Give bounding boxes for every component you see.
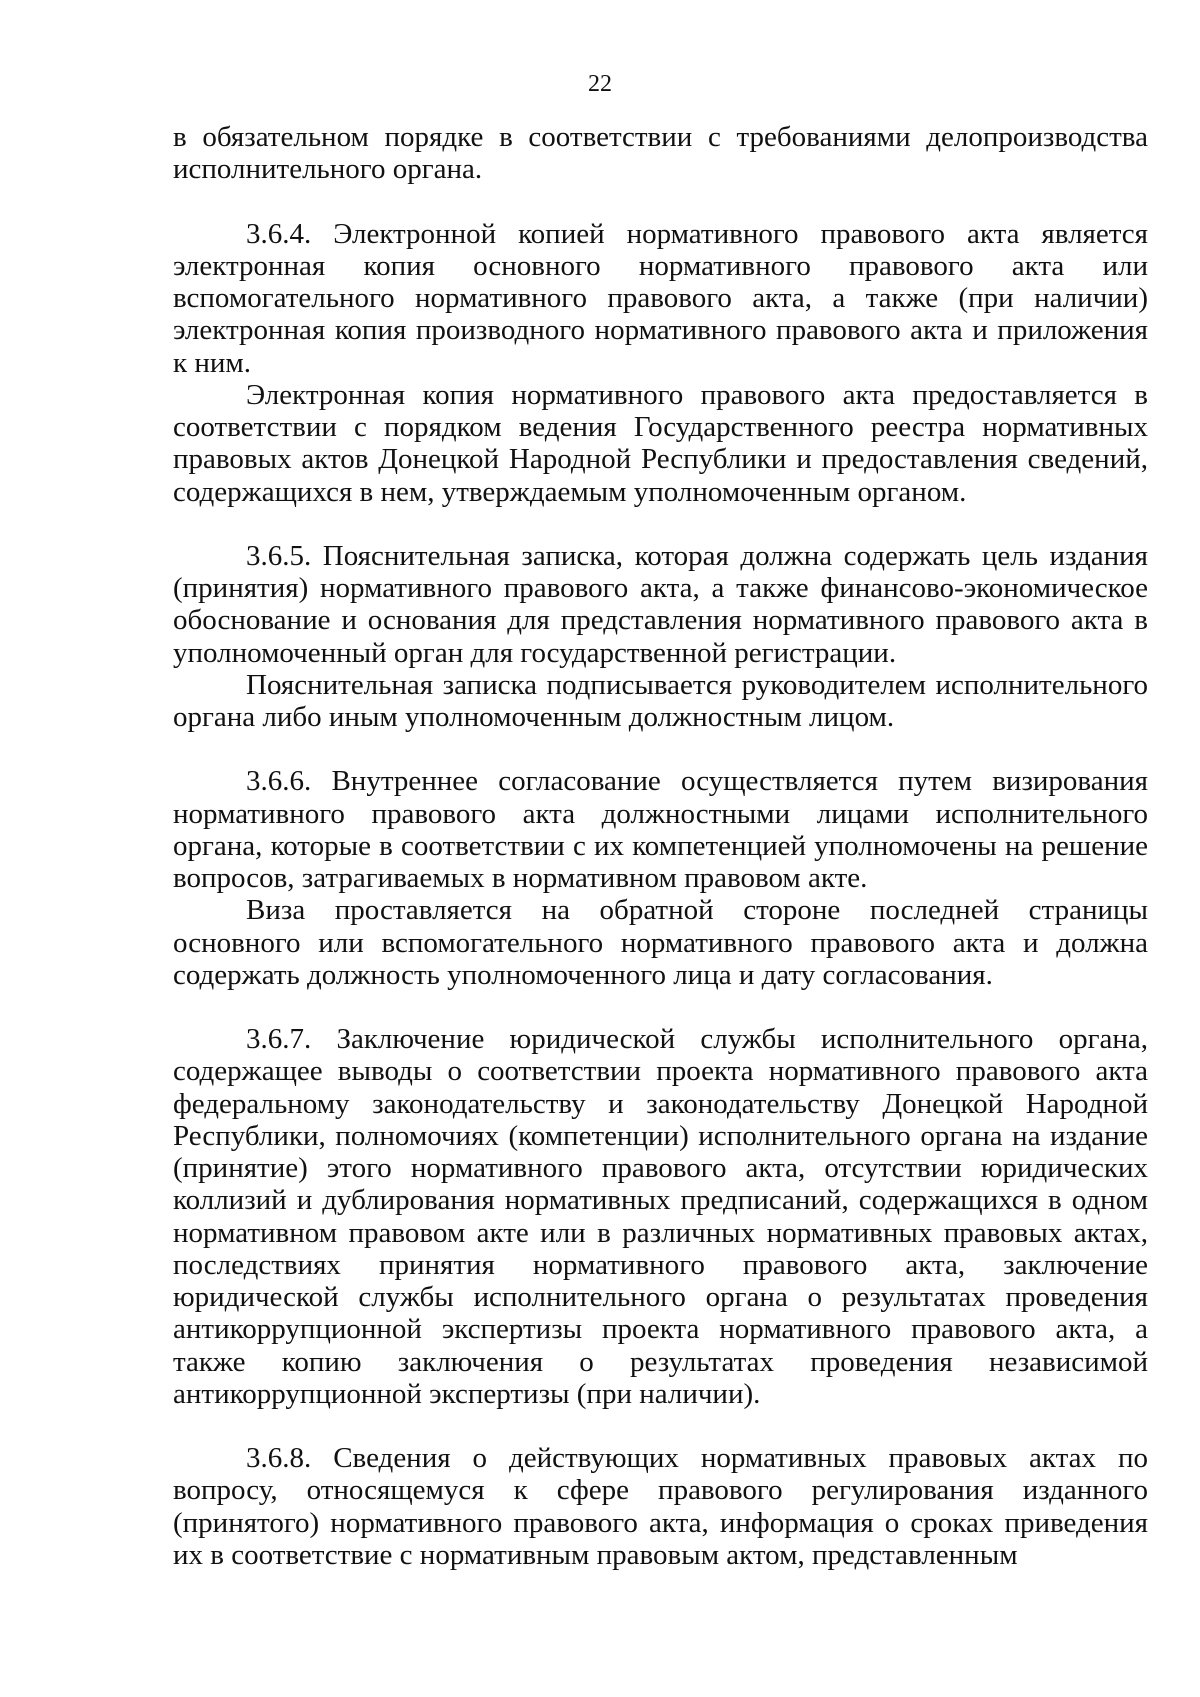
paragraph-explanatory-note: Пояснительная записка подписывается руководителем исполнительного органа либо иным уполномоченным должностным лицом. [173,668,1148,733]
paragraph-3-6-6: 3.6.6. Внутреннее согласование осуществляется путем визирования нормативного правового акта должностными лицами исполнительного органа, которые в соответствии с их компетенцией уполномочены на решение вопросов, затрагиваемых в нормативном правовом акте. [173,765,1148,894]
document-body [173,121,1148,1571]
paragraph-3-6-5: 3.6.5. Пояснительная записка, которая должна содержать цель издания (принятия) нормативного правового акта, а также финансово-экономическое обоснование и основания для представления нормативного правового акта в уполномоченный орган для государственной регистрации. [173,539,1148,669]
paragraph-electronic-copy: Электронная копия нормативного правового акта предоставляется в соответствии с порядком ведения Государственного реестра нормативных правовых актов Донецкой Народной Республики и предоставления сведений, содержащихся в нем, утверждаемым уполномоченным органом. [173,378,1148,508]
paragraph-continuation: в обязательном порядке в соответствии с требованиями делопроизводства исполнительного органа. [173,121,1148,186]
page-number: 22 [588,71,612,97]
paragraph-3-6-8: 3.6.8. Сведения о действующих нормативных правовых актах по вопросу, относящемуся к сфере правового регулирования изданного (принятого) нормативного правового акта, информация о сроках приведения их в соответствие с нормативным правовым актом, представленным [173,1442,1148,1571]
paragraph-3-6-7: 3.6.7. Заключение юридической службы исполнительного органа, содержащее выводы о соответствии проекта нормативного правового акта федеральному законодательству и законодательству Донецкой Народной Республики, полномочиях (компетенции) исполнительного органа на издание (принятие) этого нормативного правового акта, отсутствии юридических коллизий и дублирования нормативных предписаний, содержащихся в одном нормативном правовом акте или в различных нормативных правовых актах, последствиях принятия нормативного правового акта, заключение юридической службы исполнительного органа о результатах проведения антикоррупционной экспертизы проекта нормативного правового акта, а также копию заключения о результатах проведения независимой антикоррупционной экспертизы (при наличии). [173,1023,1148,1410]
paragraph-visa: Виза проставляется на обратной стороне последней страницы основного или вспомогательного нормативного правового акта и должна содержать должность уполномоченного лица и дату согласования. [173,894,1148,991]
paragraph-3-6-4: 3.6.4. Электронной копией нормативного правового акта является электронная копия основного нормативного правового акта или вспомогательного нормативного правового акта, а также (при наличии) электронная копия производного нормативного правового акта и приложения к ним. [173,217,1148,379]
